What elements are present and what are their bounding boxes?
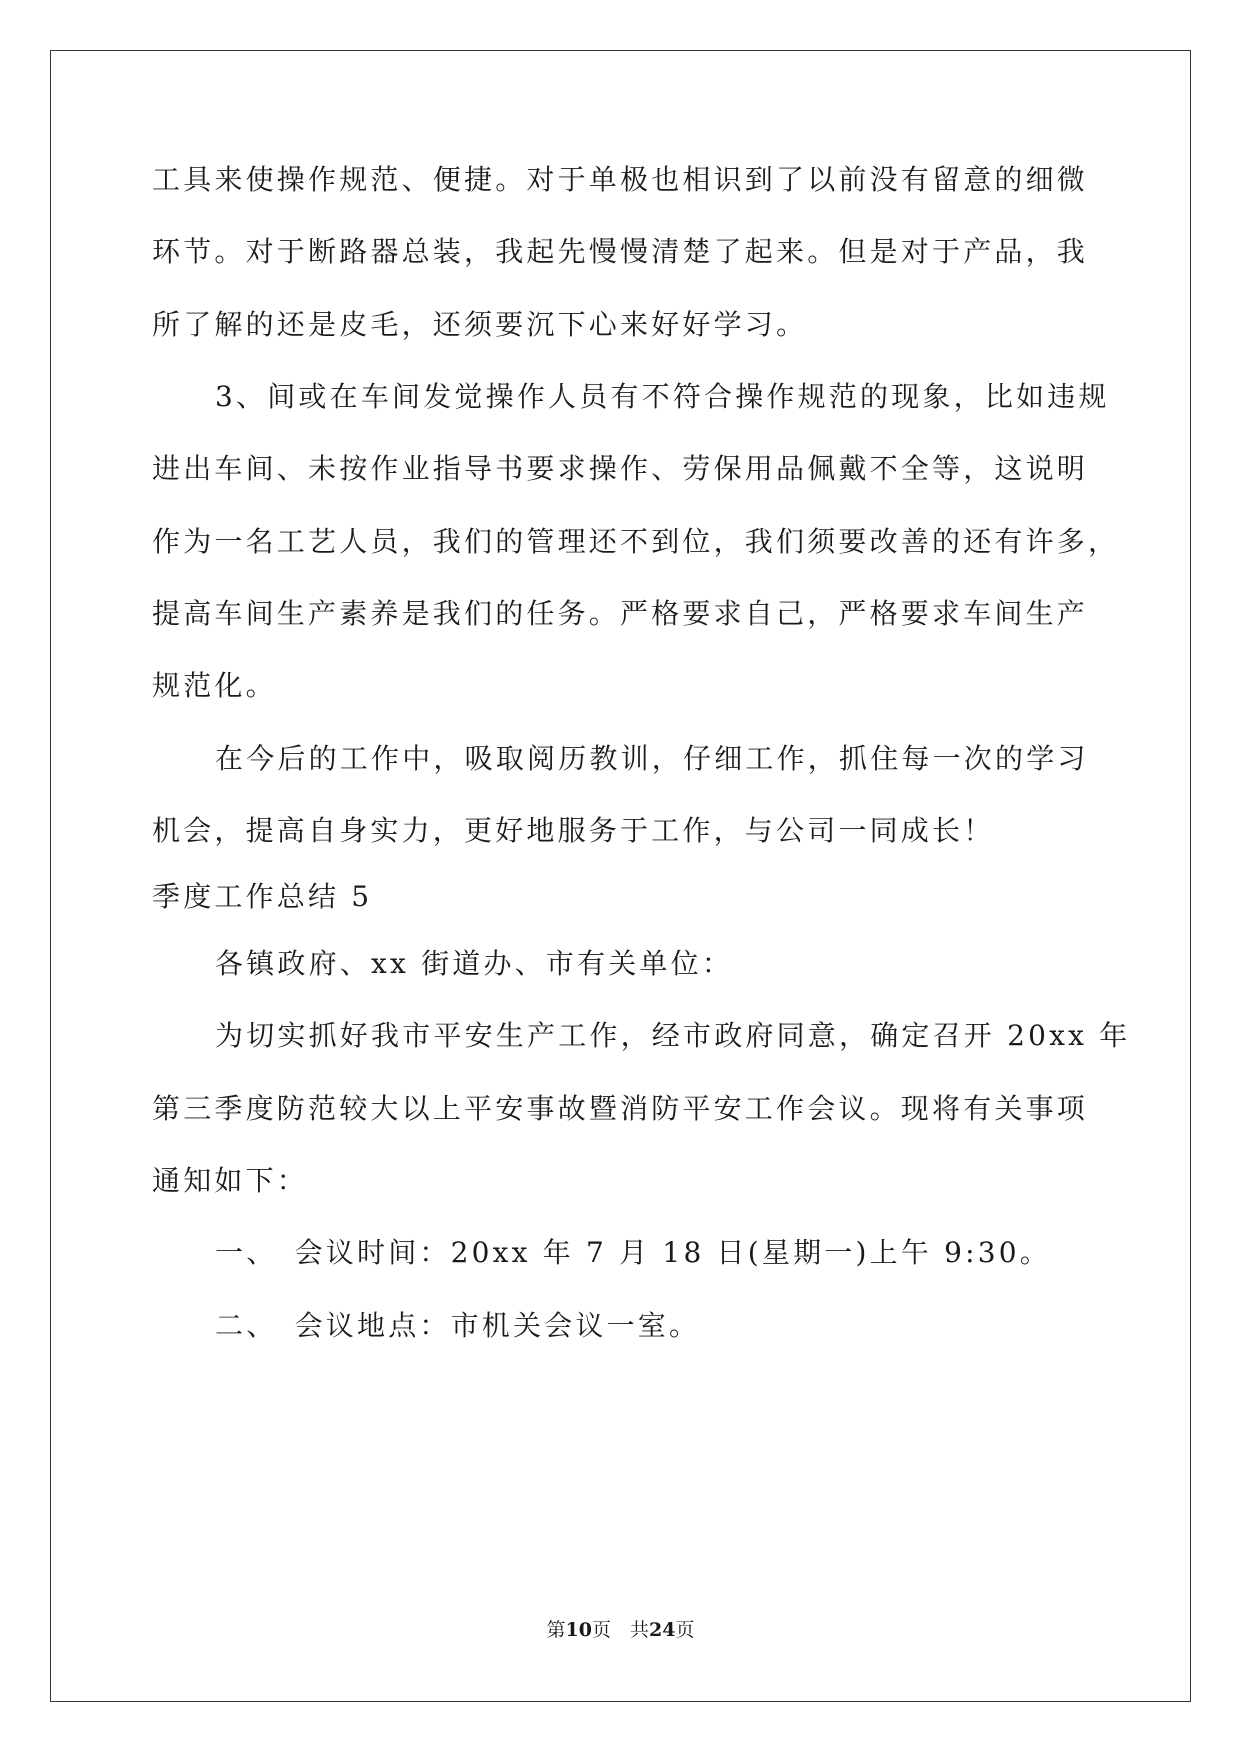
text-line: 工具来使操作规范、便捷。对于单极也相识到了以前没有留意的细微	[152, 163, 1089, 196]
text-line: 通知如下：	[152, 1164, 309, 1197]
text-line: 作为一名工艺人员，我们的管理还不到位，我们须要改善的还有许多，	[152, 525, 1120, 558]
footer-prefix: 第	[546, 1619, 566, 1641]
total-pages-number: 24	[649, 1619, 676, 1641]
text-line: 3、间或在车间发觉操作人员有不符合操作规范的现象，比如违规	[215, 380, 1110, 413]
page-border	[50, 50, 1191, 1702]
text-line: 环节。对于断路器总装，我起先慢慢清楚了起来。但是对于产品，我	[152, 235, 1089, 268]
current-page-number: 10	[565, 1619, 592, 1641]
text-line: 进出车间、未按作业指导书要求操作、劳保用品佩戴不全等，这说明	[152, 452, 1089, 485]
text-line: 一、 会议时间：20xx 年 7 月 18 日(星期一)上午 9:30。	[215, 1236, 1051, 1269]
text-line: 提高车间生产素养是我们的任务。严格要求自己，严格要求车间生产	[152, 597, 1089, 630]
text-line: 在今后的工作中，吸取阅历教训，仔细工作，抓住每一次的学习	[215, 742, 1089, 775]
text-line: 规范化。	[152, 669, 277, 702]
page-footer	[0, 1618, 1241, 1642]
text-line: 第三季度防范较大以上平安事故暨消防平安工作会议。现将有关事项	[152, 1092, 1089, 1125]
footer-middle: 页 共	[591, 1619, 649, 1641]
text-line: 所了解的还是皮毛，还须要沉下心来好好学习。	[152, 308, 808, 341]
section-heading: 季度工作总结 5	[152, 880, 373, 913]
footer-suffix: 页	[675, 1619, 695, 1641]
text-line: 机会，提高自身实力，更好地服务于工作，与公司一同成长！	[152, 814, 995, 847]
text-line: 为切实抓好我市平安生产工作，经市政府同意，确定召开 20xx 年	[215, 1019, 1131, 1052]
text-line: 二、 会议地点：市机关会议一室。	[215, 1309, 701, 1342]
text-line: 各镇政府、xx 街道办、市有关单位：	[215, 947, 734, 980]
